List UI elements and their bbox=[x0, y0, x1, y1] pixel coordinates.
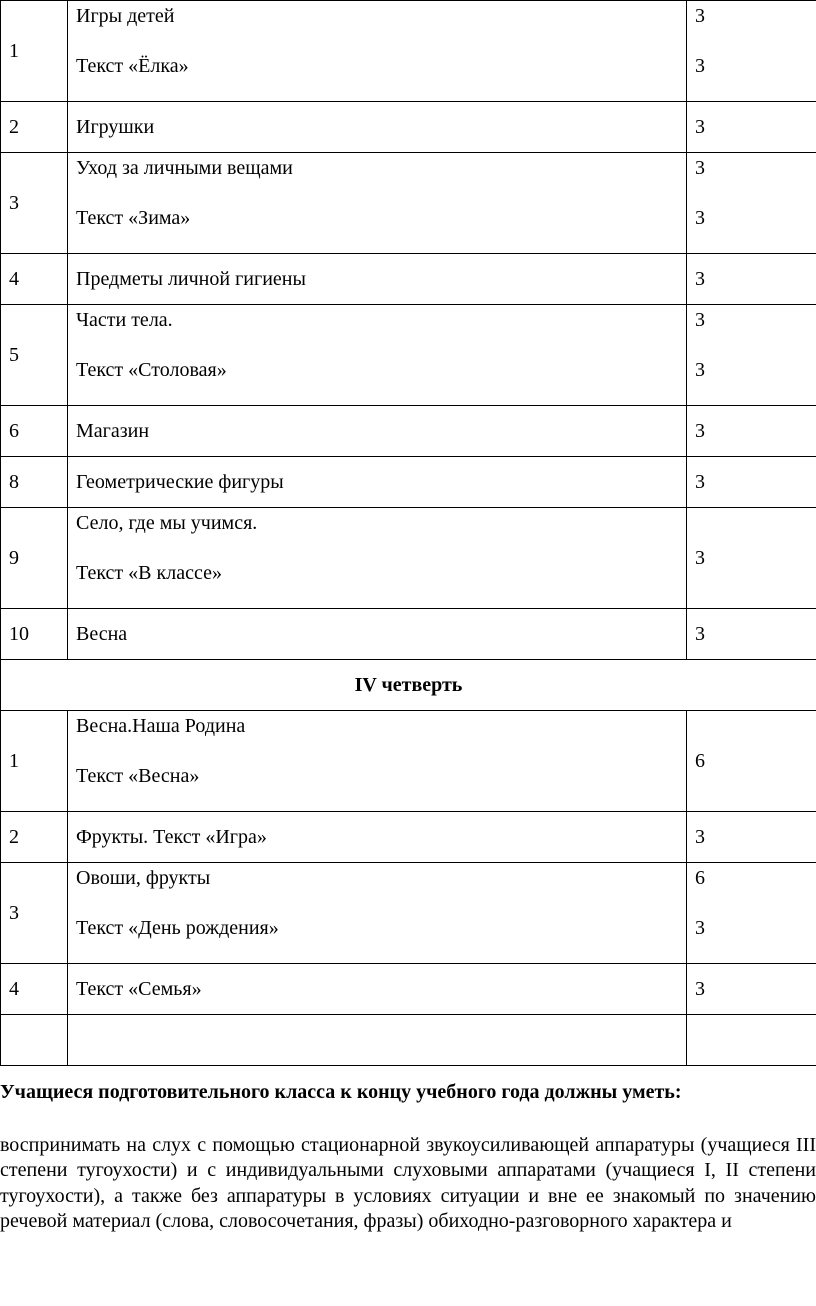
requirements-text bbox=[0, 1080, 816, 1235]
lesson-plan-body bbox=[1, 1, 816, 1066]
topic-line: Части тела. bbox=[76, 309, 173, 331]
topic-line: Предметы личной гигиены bbox=[76, 268, 306, 290]
requirements-paragraph: воспринимать на слух с помощью стационарной звукоусиливающей аппаратуры (учащиеся III степени тугоухости) и с индивидуальными слуховыми аппаратами (учащиеся I, II степени тугоухости), а также без аппаратуры в условиях ситуации и вне ее знакомый по значению речевой материал (слова, словосочетания, фразы) обиходно-разговорного характера и bbox=[0, 1133, 816, 1232]
row-number: 1 bbox=[1, 1, 68, 102]
row-number: 5 bbox=[1, 305, 68, 406]
row-hours bbox=[687, 406, 816, 457]
quarter-label: IV четверть bbox=[1, 660, 816, 711]
topic-line: Игры детей bbox=[76, 5, 175, 27]
row-number: 4 bbox=[1, 254, 68, 305]
topic-line: Уход за личными вещами bbox=[76, 157, 293, 179]
topic-line: Весна bbox=[76, 623, 128, 645]
topic-line: Текст «Весна» bbox=[76, 765, 200, 787]
topic-line: Текст «В классе» bbox=[76, 562, 222, 584]
row-number: 3 bbox=[1, 153, 68, 254]
topic-line: Текст «Столовая» bbox=[76, 359, 227, 381]
empty-cell bbox=[1, 1015, 68, 1066]
topic-line: Текст «День рождения» bbox=[76, 917, 279, 939]
row-hours bbox=[687, 305, 816, 406]
row-hours bbox=[687, 1, 816, 102]
row-topic bbox=[68, 863, 687, 964]
hours-line: 3 bbox=[695, 309, 705, 331]
topic-line: Село, где мы учимся. bbox=[76, 512, 258, 534]
hours-line: 3 bbox=[695, 55, 705, 77]
row-hours bbox=[687, 863, 816, 964]
topic-line: Магазин bbox=[76, 420, 150, 442]
hours-line: 3 bbox=[695, 420, 705, 442]
hours-line: 3 bbox=[695, 826, 705, 848]
topic-line: Игрушки bbox=[76, 116, 155, 138]
hours-line: 3 bbox=[695, 359, 705, 381]
hours-line: 3 bbox=[695, 978, 705, 1000]
hours-line: 6 bbox=[695, 867, 705, 889]
row-hours bbox=[687, 508, 816, 609]
hours-line: 6 bbox=[695, 750, 705, 772]
topic-line: Геометрические фигуры bbox=[76, 471, 284, 493]
row-topic bbox=[68, 153, 687, 254]
topic-line: Весна.Наша Родина bbox=[76, 715, 246, 737]
table-row bbox=[1, 964, 816, 1015]
row-number: 4 bbox=[1, 964, 68, 1015]
hours-line: 3 bbox=[695, 471, 705, 493]
table-row bbox=[1, 153, 816, 254]
row-hours bbox=[687, 609, 816, 660]
row-number: 3 bbox=[1, 863, 68, 964]
row-hours bbox=[687, 153, 816, 254]
empty-row bbox=[1, 1015, 816, 1066]
hours-line: 3 bbox=[695, 207, 705, 229]
row-topic bbox=[68, 711, 687, 812]
hours-line: 3 bbox=[695, 116, 705, 138]
table-row bbox=[1, 711, 816, 812]
requirements-heading: Учащиеся подготовительного класса к концу учебного года должны уметь: bbox=[0, 1081, 682, 1103]
empty-cell bbox=[68, 1015, 687, 1066]
empty-cell bbox=[687, 1015, 816, 1066]
row-number: 2 bbox=[1, 812, 68, 863]
row-topic bbox=[68, 1, 687, 102]
hours-line: 3 bbox=[695, 268, 705, 290]
topic-line: Текст «Семья» bbox=[76, 978, 202, 1000]
row-number: 2 bbox=[1, 102, 68, 153]
table-row bbox=[1, 609, 816, 660]
row-hours bbox=[687, 964, 816, 1015]
row-number: 1 bbox=[1, 711, 68, 812]
row-number: 8 bbox=[1, 457, 68, 508]
row-topic bbox=[68, 406, 687, 457]
row-hours bbox=[687, 457, 816, 508]
row-topic bbox=[68, 305, 687, 406]
table-row bbox=[1, 863, 816, 964]
hours-line: 3 bbox=[695, 157, 705, 179]
hours-line: 3 bbox=[695, 5, 705, 27]
topic-line: Текст «Зима» bbox=[76, 207, 191, 229]
table-row bbox=[1, 305, 816, 406]
row-topic bbox=[68, 964, 687, 1015]
topic-line: Текст «Ёлка» bbox=[76, 55, 189, 77]
table-row bbox=[1, 406, 816, 457]
row-topic bbox=[68, 508, 687, 609]
row-number: 9 bbox=[1, 508, 68, 609]
row-number: 6 bbox=[1, 406, 68, 457]
row-hours bbox=[687, 711, 816, 812]
row-number: 10 bbox=[1, 609, 68, 660]
hours-line: 3 bbox=[695, 917, 705, 939]
topic-line: Фрукты. Текст «Игра» bbox=[76, 826, 267, 848]
row-topic bbox=[68, 609, 687, 660]
hours-line: 3 bbox=[695, 623, 705, 645]
hours-line: 3 bbox=[695, 547, 705, 569]
topic-line: Овоши, фрукты bbox=[76, 867, 211, 889]
table-row bbox=[1, 508, 816, 609]
table-row bbox=[1, 1, 816, 102]
